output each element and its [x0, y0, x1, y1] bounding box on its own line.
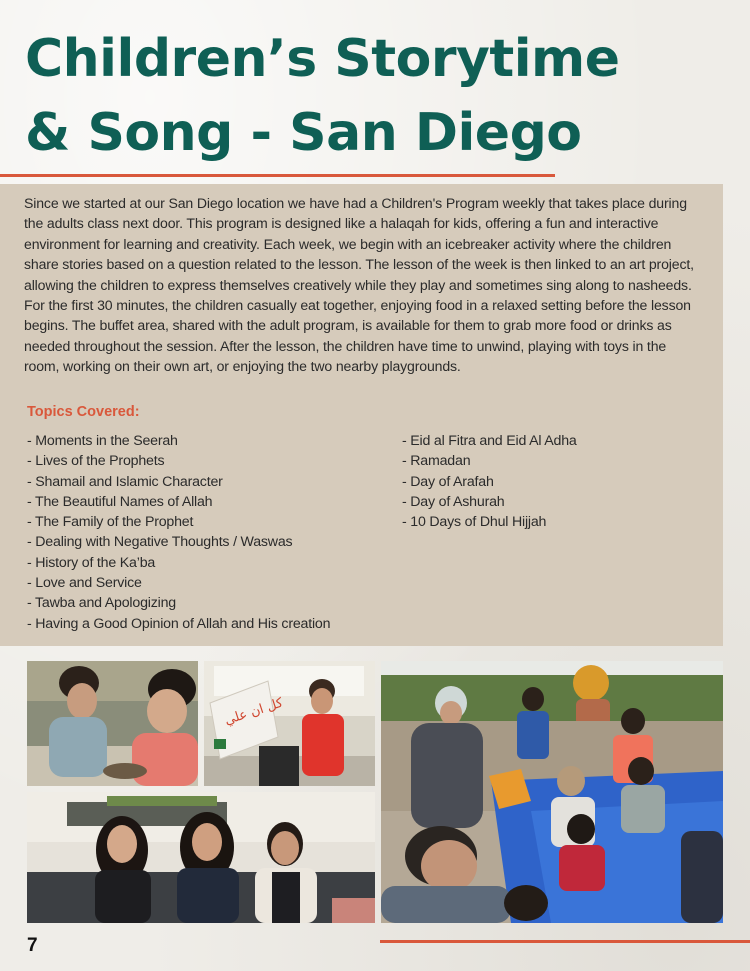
topic-item: - Moments in the Seerah [27, 433, 178, 449]
page-title [25, 22, 725, 170]
topics-list-left [27, 431, 387, 634]
topic-item: - Lives of the Prophets [27, 453, 165, 470]
photo-kids-crafting [27, 661, 198, 786]
bottom-rule [380, 940, 750, 943]
topic-item: - Love and Service [27, 575, 142, 592]
title-line-2: & Song - San Diego [25, 103, 582, 163]
topic-item: - The Family of the Prophet [27, 514, 194, 531]
title-line-1: Children’s Storytime [25, 29, 620, 89]
sign-text: كل ان علي [222, 695, 285, 729]
topic-item: - Dealing with Negative Thoughts / Waswas [27, 534, 293, 551]
intro-paragraph: Since we started at our San Diego location we have had a Children's Program weekly that takes place during the adults class next door. This program is designed like a halaqah for kids, offering a fun and interactive environment for learning and creativity. Each week, we begin with an icebreaker activity where the children share stories based on a question related to the lesson. The lesson of the week is then linked to an art project, allowing the children to express themselves creatively while they play and sometimes sing along to nasheeds. For the first 30 minutes, the children casually eat together, enjoying food in a relaxed setting before the lesson begins. The buffet area, shared with the adult program, is available for them to grab more food or drinks as needed throughout the session. After the lesson, the children have time to unwind, playing with toys in the room, working on their own art, or enjoying the two nearby playgrounds. [24, 195, 694, 375]
topic-item: - Ramadan [402, 453, 471, 470]
photo-three-girls [27, 792, 375, 923]
photo-outdoor-group-activity [381, 661, 723, 923]
topic-item: - History of the Ka’ba [27, 554, 156, 571]
topic-item: - Day of Arafah [402, 473, 494, 490]
photo-boy-with-sign [204, 661, 375, 786]
topic-item: - Tawba and Apologizing [27, 595, 176, 612]
page-number: 7 [27, 935, 38, 956]
topic-item: - Shamail and Islamic Character [27, 473, 223, 490]
topic-item: - 10 Days of Dhul Hijjah [402, 514, 547, 531]
topic-item: - Having a Good Opinion of Allah and His creation [27, 615, 331, 632]
title-underline [0, 174, 555, 177]
topic-item: - Day of Ashurah [402, 493, 505, 510]
topics-list-right [402, 431, 702, 532]
topic-item: - The Beautiful Names of Allah [27, 493, 213, 510]
topic-item: - Eid al Fitra and Eid Al Adha [402, 433, 577, 449]
topics-heading: Topics Covered: [27, 404, 140, 420]
